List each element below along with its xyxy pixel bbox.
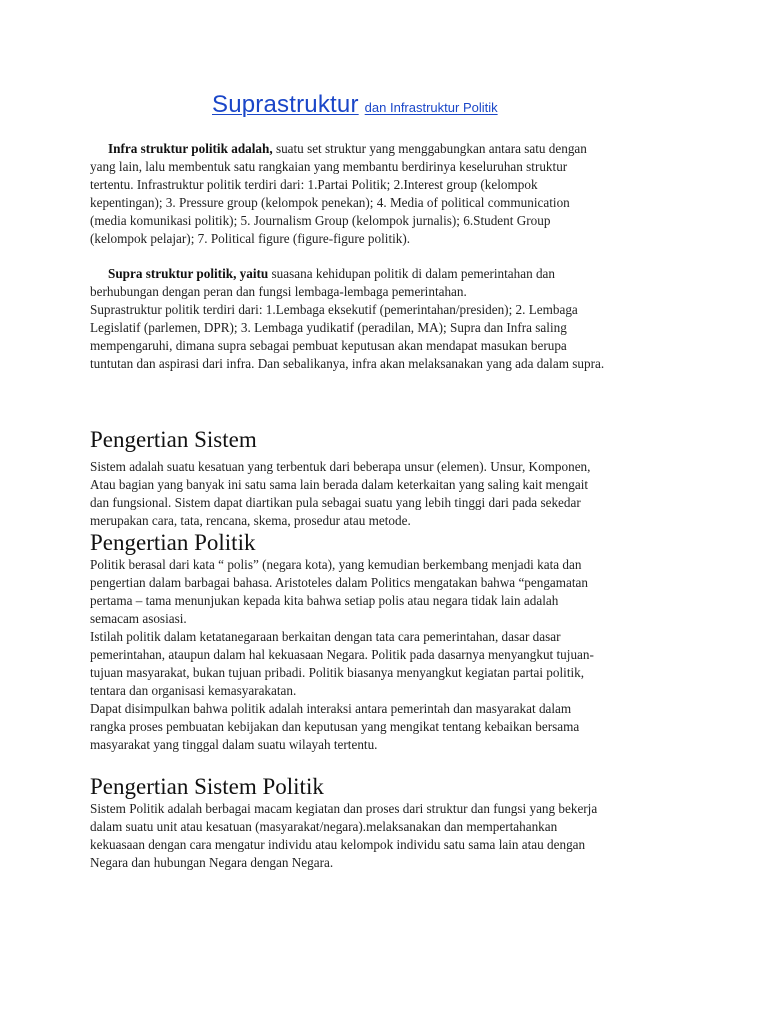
politik-line-9: rangka proses pembuatan kebijakan dan keputusan yang mengikat tentang kebaikan bersama	[90, 719, 580, 734]
sistem-politik-line-1: dalam suatu unit atau kesatuan (masyarakat/negara).melaksanakan dan mempertahankan	[90, 819, 558, 834]
politik-line-1: pengertian dalam barbagai bahasa. Aristoteles dalam Politics mengatakan bahwa “pengamatan	[90, 575, 589, 590]
politik-line-7: tentara dan organisasi kemasyarakatan.	[90, 683, 297, 698]
supra-line-3: Legislatif (parlemen, DPR); 3. Lembaga yudikatif (peradilan, MA); Supra dan Infra saling	[90, 320, 567, 335]
politik-line-3: semacam asosiasi.	[90, 611, 187, 626]
infra-line-5: (kelompok pelajar); 7. Political figure (figure-figure politik).	[90, 231, 411, 246]
supra-line-0: suasana kehidupan politik di dalam pemerintahan dan	[268, 266, 555, 281]
sistem-line-1: Atau bagian yang banyak ini satu sama lain berada dalam keterkaitan yang saling kait mengait	[90, 477, 589, 492]
paragraph-pengertian-politik	[90, 556, 682, 754]
paragraph-pengertian-sistem-politik	[90, 800, 682, 872]
sistem-politik-line-3: Negara dan hubungan Negara dengan Negara.	[90, 855, 334, 870]
heading-pengertian-sistem: Pengertian Sistem	[90, 427, 257, 452]
infra-lead: Infra struktur politik adalah,	[108, 141, 273, 156]
sistem-line-3: merupakan cara, tata, rencana, skema, prosedur atau metode.	[90, 513, 411, 528]
document-title[interactable]	[212, 91, 498, 119]
politik-line-5: pemerintahan, ataupun dalam hal kekuasaan Negara. Politik pada dasarnya menyangkut tujuan-	[90, 647, 594, 662]
sistem-politik-line-0: Sistem Politik adalah berbagai macam kegiatan dan proses dari struktur dan fungsi yang bekerja	[90, 801, 598, 816]
politik-line-4: Istilah politik dalam ketatanegaraan berkaitan dengan tata cara pemerintahan, dasar dasar	[90, 629, 561, 644]
politik-line-6: tujuan masyarakat, bukan tujuan pribadi. Politik biasanya menyangkut kegiatan partai politik,	[90, 665, 585, 680]
infra-line-1: yang lain, lalu membentuk satu rangkaian yang membantu berdirinya keseluruhan struktur	[90, 159, 568, 174]
paragraph-pengertian-sistem	[90, 458, 682, 530]
heading-pengertian-sistem-politik: Pengertian Sistem Politik	[90, 774, 324, 799]
paragraph-infrastruktur	[90, 140, 682, 248]
infra-line-3: kepentingan); 3. Pressure group (kelompok penekan); 4. Media of political communication	[90, 195, 570, 210]
politik-line-0: Politik berasal dari kata “ polis” (negara kota), yang kemudian berkembang menjadi kata dan	[90, 557, 582, 572]
heading-pengertian-politik: Pengertian Politik	[90, 530, 256, 555]
politik-line-8: Dapat disimpulkan bahwa politik adalah interaksi antara pemerintah dan masyarakat dalam	[90, 701, 572, 716]
supra-line-1: berhubungan dengan peran dan fungsi lembaga-lembaga pemerintahan.	[90, 284, 467, 299]
supra-line-2: Suprastruktur politik terdiri dari: 1.Lembaga eksekutif (pemerintahan/presiden); 2. Lembaga	[90, 302, 578, 317]
supra-line-4: mempengaruhi, dimana supra sebagai pembuat keputusan akan mendapat masukan berupa	[90, 338, 567, 353]
sistem-politik-line-2: kekuasaan dengan cara mengatur individu atau kelompok individu satu sama lain atau dengan	[90, 837, 586, 852]
politik-line-10: masyarakat yang tinggal dalam suatu wilayah tertentu.	[90, 737, 378, 752]
paragraph-suprastruktur	[90, 265, 682, 373]
text-line	[90, 265, 682, 283]
supra-lead: Supra struktur politik, yaitu	[108, 266, 269, 281]
infra-line-0: suatu set struktur yang menggabungkan antara satu dengan	[272, 141, 587, 156]
sistem-line-0: Sistem adalah suatu kesatuan yang terbentuk dari beberapa unsur (elemen). Unsur, Komponen,	[90, 459, 591, 474]
title-main[interactable]: Suprastruktur	[212, 91, 359, 118]
infra-line-2: tertentu. Infrastruktur politik terdiri dari: 1.Partai Politik; 2.Interest group (kelompok	[90, 177, 538, 192]
politik-line-2: pertama – tama menunjukan kepada kita bahwa setiap polis atau negara tidak lain adalah	[90, 593, 559, 608]
supra-line-5: tuntutan dan aspirasi dari infra. Dan sebalikanya, infra akan melaksanakan yang ada dalam supra.	[90, 356, 605, 371]
sistem-line-2: dan fungsional. Sistem dapat diartikan pula sebagai suatu yang lebih tinggi dari pada sekedar	[90, 495, 581, 510]
text-line	[90, 140, 682, 158]
title-sub[interactable]: dan Infrastruktur Politik	[364, 100, 498, 115]
infra-line-4: (media komunikasi politik); 5. Journalism Group (kelompok jurnalis); 6.Student Group	[90, 213, 551, 228]
